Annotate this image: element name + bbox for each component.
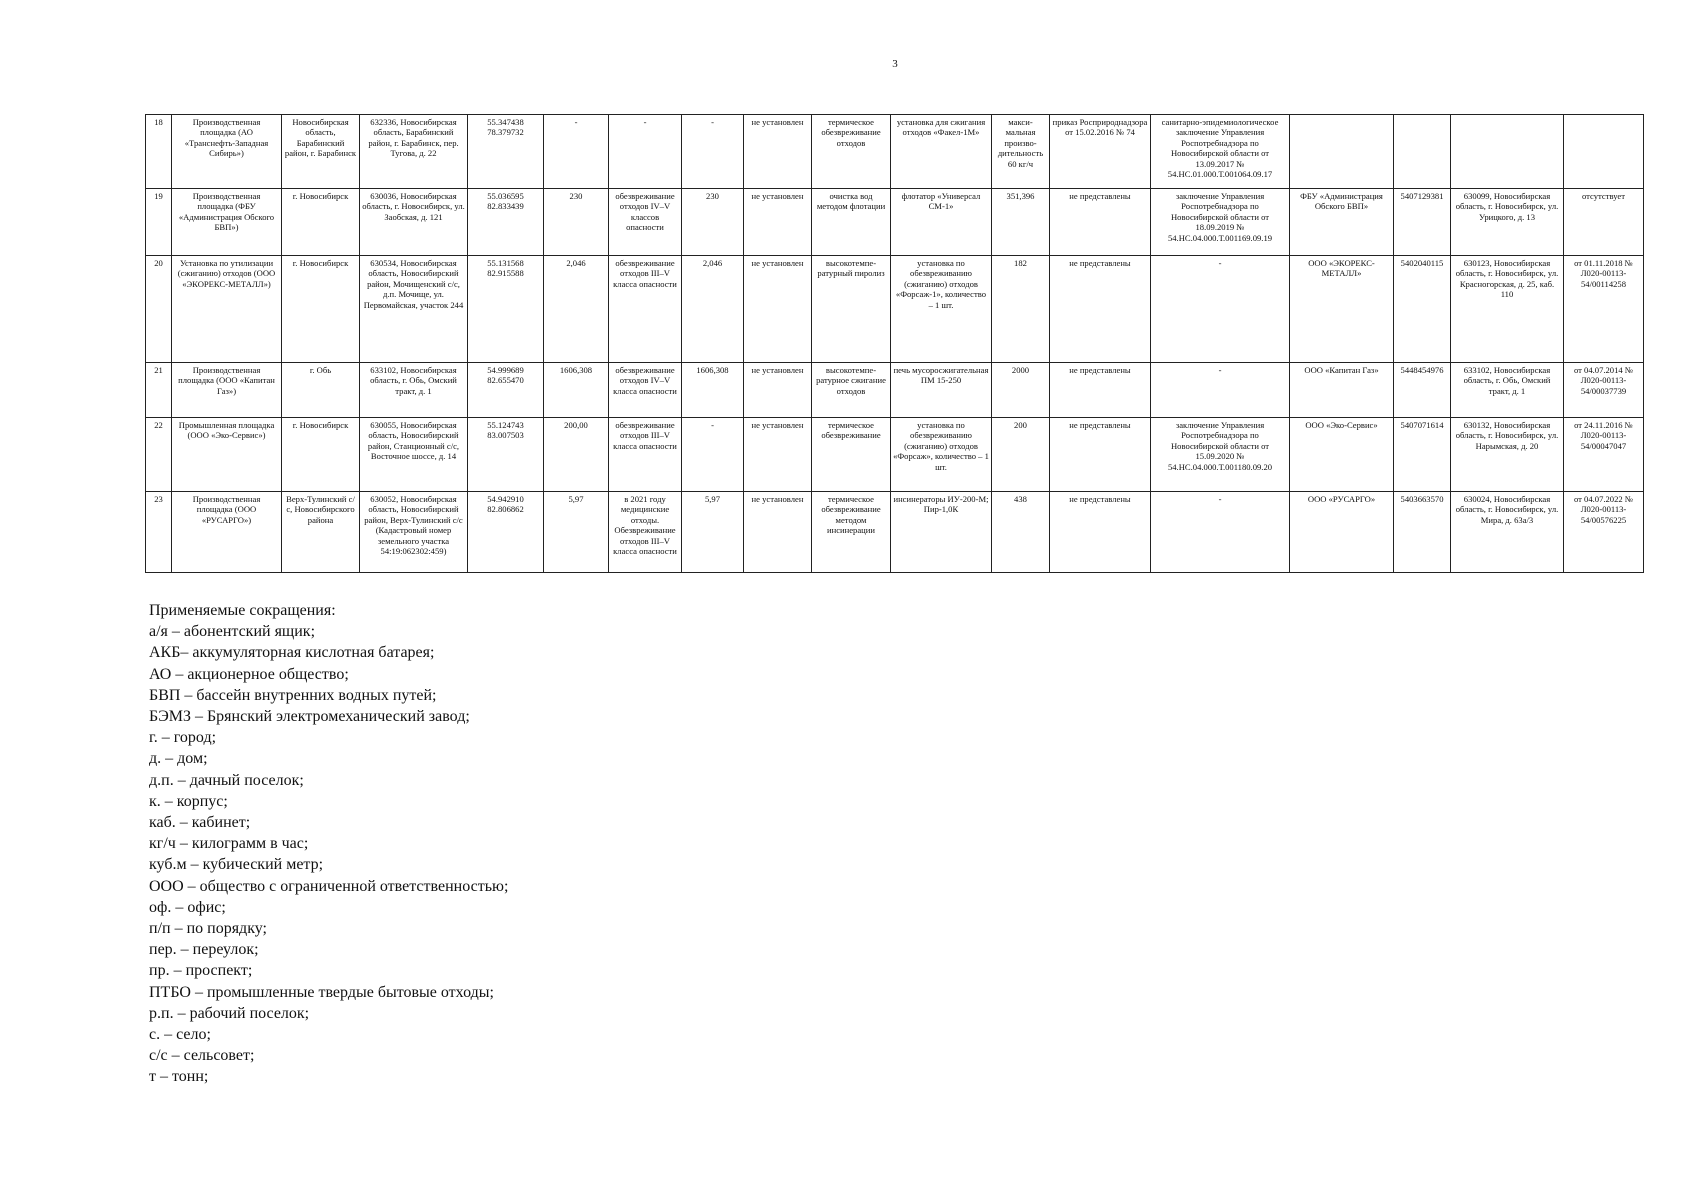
cell-location: г. Новосибирск [282, 256, 360, 363]
cell-expertise: не представлены [1050, 189, 1151, 256]
cell-performance: 2000 [992, 363, 1050, 418]
cell-zone: не установлен [744, 492, 812, 573]
cell-address: 632336, Новосибирская область, Барабинский район, г. Барабинск, пер. Тугова, д. 22 [360, 115, 468, 189]
abbreviation-item: куб.м – кубический метр; [149, 856, 324, 874]
abbreviation-item: АКБ– аккумуляторная кислотная батарея; [149, 644, 435, 662]
cell-location: г. Обь [282, 363, 360, 418]
cell-performance: 182 [992, 256, 1050, 363]
cell-expertise: не представлены [1050, 492, 1151, 573]
cell-volume: 5,97 [682, 492, 744, 573]
abbreviations-section [149, 600, 1049, 1088]
cell-volume: 2,046 [682, 256, 744, 363]
cell-capacity: 2,046 [544, 256, 609, 363]
cell-technology: высокотемпе-ратурный пиролиз [812, 256, 891, 363]
cell-technology: высокотемпе-ратурное сжигание отходов [812, 363, 891, 418]
cell-facility: Производственная площадка (ООО «РУСАРГО») [172, 492, 282, 573]
abbreviation-item: д.п. – дачный поселок; [149, 771, 304, 789]
cell-license: от 04.07.2014 № Л020-00113-54/00037739 [1564, 363, 1644, 418]
cell-license: от 04.07.2022 № Л020-00113-54/00576225 [1564, 492, 1644, 573]
cell-coordinates: 55.036595 82.833439 [468, 189, 544, 256]
cell-inn: 5403663570 [1394, 492, 1451, 573]
abbreviation-item: каб. – кабинет; [149, 814, 251, 832]
abbreviation-item: т – тонн; [149, 1068, 209, 1086]
cell-purpose: - [609, 115, 682, 189]
cell-address: 630052, Новосибирская область, Новосибирский район, Верх-Тулинский с/с (Кадастровый номер земельного участка 54:19:062302:459) [360, 492, 468, 573]
cell-operator-address: 630024, Новосибирская область, г. Новосибирск, ул. Мира, д. 63а/3 [1451, 492, 1564, 573]
cell-number: 18 [146, 115, 172, 189]
cell-zone: не установлен [744, 256, 812, 363]
cell-performance: 438 [992, 492, 1050, 573]
cell-coordinates: 55.131568 82.915588 [468, 256, 544, 363]
cell-zone: не установлен [744, 115, 812, 189]
cell-address: 630055, Новосибирская область, Новосибирский район, Станционный с/с, Восточное шоссе, д. 14 [360, 418, 468, 492]
cell-number: 21 [146, 363, 172, 418]
table-row [146, 363, 1644, 418]
cell-purpose: обезвреживание отходов III–V класса опасности [609, 256, 682, 363]
abbreviation-item: с. – село; [149, 1026, 211, 1044]
cell-facility: Установка по утилизации (сжиганию) отходов (ООО «ЭКОРЕКС-МЕТАЛЛ») [172, 256, 282, 363]
cell-coordinates: 55.124743 83.007503 [468, 418, 544, 492]
cell-equipment: флотатор «Универсал СМ-1» [891, 189, 992, 256]
abbreviation-item: р.п. – рабочий поселок; [149, 1004, 310, 1022]
abbreviation-item: д. – дом; [149, 750, 208, 768]
cell-operator-address: 630132, Новосибирская область, г. Новосибирск, ул. Нарымская, д. 20 [1451, 418, 1564, 492]
cell-expertise: приказ Росприроднадзора от 15.02.2016 № 74 [1050, 115, 1151, 189]
cell-number: 20 [146, 256, 172, 363]
abbreviation-item: к. – корпус; [149, 792, 228, 810]
cell-zone: не установлен [744, 189, 812, 256]
table-row [146, 115, 1644, 189]
cell-license: отсутствует [1564, 189, 1644, 256]
cell-license: от 24.11.2016 № Л020-00113-54/00047047 [1564, 418, 1644, 492]
cell-equipment: инсинераторы ИУ-200-М; Пир-1,0К [891, 492, 992, 573]
cell-expertise: не представлены [1050, 256, 1151, 363]
cell-purpose: обезвреживание отходов IV–V классов опасности [609, 189, 682, 256]
cell-address: 630534, Новосибирская область, Новосибирский район, Мочищенский с/с, д.п. Мочище, ул. Первомайская, участок 244 [360, 256, 468, 363]
cell-operator: ООО «ЭКОРЕКС-МЕТАЛЛ» [1290, 256, 1394, 363]
cell-conclusion: заключение Управления Роспотребнадзора по Новосибирской области от 15.09.2020 № 54.НС.04.000.Т.001180.09.20 [1151, 418, 1290, 492]
cell-inn: 5407071614 [1394, 418, 1451, 492]
cell-facility: Производственная площадка (ООО «Капитан Газ») [172, 363, 282, 418]
abbreviation-item: ПТБО – промышленные твердые бытовые отходы; [149, 983, 494, 1001]
cell-equipment: установка по обезвреживанию (сжиганию) отходов «Форсаж-1», количество – 1 шт. [891, 256, 992, 363]
cell-conclusion: - [1151, 492, 1290, 573]
cell-technology: термическое обезвреживание [812, 418, 891, 492]
cell-technology: термическое обезвреживание отходов [812, 115, 891, 189]
cell-purpose: обезвреживание отходов IV–V класса опасности [609, 363, 682, 418]
cell-coordinates: 54.942910 82.806862 [468, 492, 544, 573]
table-row [146, 492, 1644, 573]
abbreviation-item: оф. – офис; [149, 898, 226, 916]
cell-operator: ФБУ «Администрация Обского БВП» [1290, 189, 1394, 256]
abbreviation-item: АО – акционерное общество; [149, 665, 349, 683]
cell-location: г. Новосибирск [282, 189, 360, 256]
cell-technology: термическое обезвреживание методом инсинерации [812, 492, 891, 573]
facilities-table [145, 114, 1644, 573]
cell-expertise: не представлены [1050, 418, 1151, 492]
cell-equipment: установка по обезвреживанию (сжиганию) отходов «Форсаж», количество – 1 шт. [891, 418, 992, 492]
cell-inn: 5448454976 [1394, 363, 1451, 418]
cell-address: 630036, Новосибирская область, г. Новосибирск, ул. Заобская, д. 121 [360, 189, 468, 256]
cell-coordinates: 54.999689 82.655470 [468, 363, 544, 418]
abbreviation-item: а/я – абонентский ящик; [149, 623, 316, 641]
cell-capacity: - [544, 115, 609, 189]
cell-purpose: в 2021 году медицинские отходы. Обезвреживание отходов III–V класса опасности [609, 492, 682, 573]
cell-conclusion: - [1151, 363, 1290, 418]
table-row [146, 418, 1644, 492]
cell-number: 23 [146, 492, 172, 573]
cell-zone: не установлен [744, 363, 812, 418]
cell-performance: макси-мальная произво-дительность 60 кг/ч [992, 115, 1050, 189]
cell-operator [1290, 115, 1394, 189]
cell-conclusion: - [1151, 256, 1290, 363]
cell-operator: ООО «РУСАРГО» [1290, 492, 1394, 573]
abbreviation-item: п/п – по порядку; [149, 920, 267, 938]
cell-inn [1394, 115, 1451, 189]
cell-conclusion: санитарно-эпидемиологическое заключение Управления Роспотребнадзора по Новосибирской области от 13.09.2017 № 54.НС.01.000.Т.001064.09.17 [1151, 115, 1290, 189]
abbreviation-item: с/с – сельсовет; [149, 1047, 255, 1065]
cell-location: Верх-Тулинский с/с, Новосибирского района [282, 492, 360, 573]
cell-location: г. Новосибирск [282, 418, 360, 492]
page-number: 3 [892, 58, 898, 70]
cell-performance: 200 [992, 418, 1050, 492]
cell-facility: Промышленная площадка (ООО «Эко-Сервис») [172, 418, 282, 492]
cell-number: 19 [146, 189, 172, 256]
cell-equipment: печь мусоросжигательная ПМ 15-250 [891, 363, 992, 418]
abbreviation-item: пер. – переулок; [149, 941, 259, 959]
cell-operator: ООО «Капитан Газ» [1290, 363, 1394, 418]
cell-license [1564, 115, 1644, 189]
cell-capacity: 230 [544, 189, 609, 256]
abbreviation-item: БЭМЗ – Брянский электромеханический завод; [149, 708, 470, 726]
cell-volume: - [682, 115, 744, 189]
cell-facility: Производственная площадка (ФБУ «Администрация Обского БВП») [172, 189, 282, 256]
table-row [146, 256, 1644, 363]
abbreviation-item: г. – город; [149, 729, 217, 747]
cell-volume: 230 [682, 189, 744, 256]
cell-purpose: обезвреживание отходов III–V класса опасности [609, 418, 682, 492]
cell-address: 633102, Новосибирская область, г. Обь, Омский тракт, д. 1 [360, 363, 468, 418]
cell-technology: очистка вод методом флотации [812, 189, 891, 256]
cell-operator: ООО «Эко-Сервис» [1290, 418, 1394, 492]
cell-expertise: не представлены [1050, 363, 1151, 418]
cell-volume: - [682, 418, 744, 492]
cell-coordinates: 55.347438 78.379732 [468, 115, 544, 189]
abbreviation-item: ООО – общество с ограниченной ответственностью; [149, 877, 509, 895]
cell-capacity: 5,97 [544, 492, 609, 573]
cell-conclusion: заключение Управления Роспотребнадзора по Новосибирской области от 18.09.2019 № 54.НС.04.000.Т.001169.09.19 [1151, 189, 1290, 256]
cell-equipment: установка для сжигания отходов «Факел-1М» [891, 115, 992, 189]
cell-operator-address: 633102, Новосибирская область, г. Обь, Омский тракт, д. 1 [1451, 363, 1564, 418]
abbreviations-heading: Применяемые сокращения: [149, 602, 336, 619]
cell-capacity: 1606,308 [544, 363, 609, 418]
cell-zone: не установлен [744, 418, 812, 492]
cell-number: 22 [146, 418, 172, 492]
cell-operator-address: 630099, Новосибирская область, г. Новосибирск, ул. Урицкого, д. 13 [1451, 189, 1564, 256]
abbreviation-item: кг/ч – килограмм в час; [149, 835, 309, 853]
cell-capacity: 200,00 [544, 418, 609, 492]
cell-volume: 1606,308 [682, 363, 744, 418]
cell-license: от 01.11.2018 № Л020-00113-54/00114258 [1564, 256, 1644, 363]
cell-operator-address: 630123, Новосибирская область, г. Новосибирск, ул. Красногорская, д. 25, каб. 110 [1451, 256, 1564, 363]
cell-inn: 5407129381 [1394, 189, 1451, 256]
cell-facility: Производственная площадка (АО «Транснефть-Западная Сибирь») [172, 115, 282, 189]
cell-location: Новосибирская область, Барабинский район, г. Барабинск [282, 115, 360, 189]
cell-inn: 5402040115 [1394, 256, 1451, 363]
cell-operator-address [1451, 115, 1564, 189]
table-row [146, 189, 1644, 256]
abbreviation-item: пр. – проспект; [149, 962, 253, 980]
cell-performance: 351,396 [992, 189, 1050, 256]
abbreviation-item: БВП – бассейн внутренних водных путей; [149, 686, 437, 704]
